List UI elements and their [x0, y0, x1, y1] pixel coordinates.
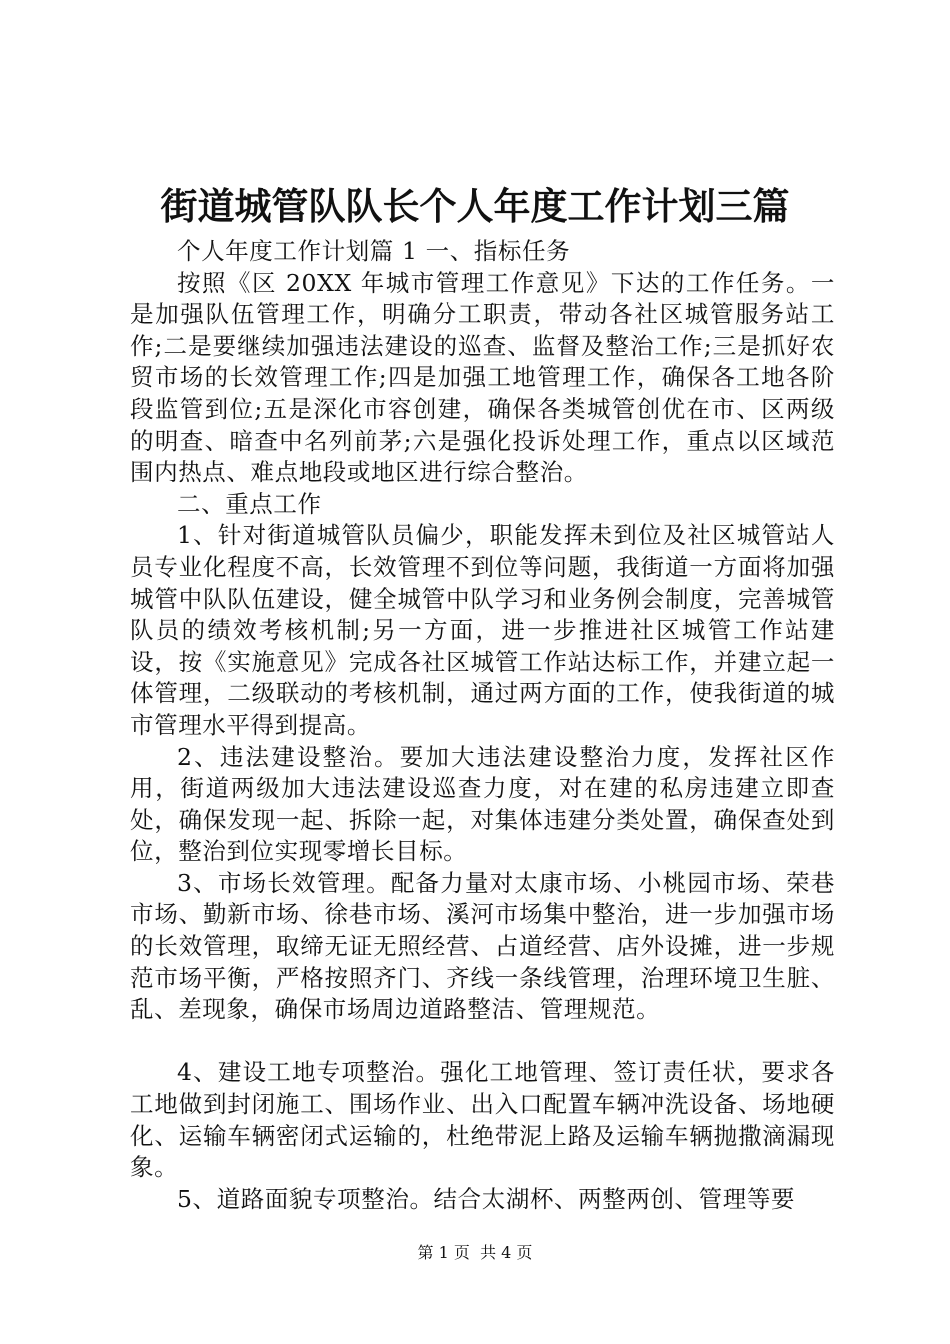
paragraph-intro: 个人年度工作计划篇 1 一、指标任务	[177, 237, 571, 265]
page-number-footer: 第 1 页 共 4 页	[417, 1243, 533, 1262]
paragraph-item-3: 3、市场长效管理。配备力量对太康市场、小桃园市场、荣巷市场、勤新市场、徐巷市场、溪河市场集中整治，进一步加强市场的长效管理，取缔无证无照经营、占道经营、店外设摊，进一步规范市场平衡，严格按照齐门、齐线一条线管理，治理环境卫生脏、乱、差现象，确保市场周边道路整洁、管理规范。	[130, 868, 835, 1024]
paragraph-item-4: 4、建设工地专项整治。强化工地管理、签订责任状，要求各工地做到封闭施工、围场作业、出入口配置车辆冲洗设备、场地硬化、运输车辆密闭式运输的，杜绝带泥上路及运输车辆抛撒滴漏现象。	[130, 1058, 835, 1182]
paragraph-targets: 按照《区 20XX 年城市管理工作意见》下达的工作任务。一是加强队伍管理工作，明确分工职责，带动各社区城管服务站工作;二是要继续加强违法建设的巡查、监督及整治工作;三是抓好农贸市场的长效管理工作;四是加强工地管理工作，确保各工地各阶段监管到位;五是深化市容创建，确保各类城管创优在市、区两级的明查、暗查中名列前茅;六是强化投诉处理工作，重点以区域范围内热点、难点地段或地区进行综合整治。	[130, 268, 835, 487]
paragraph-item-2: 2、违法建设整治。要加大违法建设整治力度，发挥社区作用，街道两级加大违法建设巡查力度，对在建的私房违建立即查处，确保发现一起、拆除一起，对集体违建分类处置，确保查处到位，整治到位实现零增长目标。	[130, 742, 835, 866]
paragraph-item-1: 1、针对街道城管队员偏少，职能发挥未到位及社区城管站人员专业化程度不高，长效管理不到位等问题，我街道一方面将加强城管中队队伍建设，健全城管中队学习和业务例会制度，完善城管队员的绩效考核机制;另一方面，进一步推进社区城管工作站建设，按《实施意见》完成各社区城管工作站达标工作，并建立起一体管理，二级联动的考核机制，通过两方面的工作，使我街道的城市管理水平得到提高。	[130, 521, 835, 739]
document-body	[130, 236, 835, 1215]
paragraph-item-5: 5、道路面貌专项整治。结合太湖杯、两整两创、管理等要	[177, 1184, 796, 1213]
document-title: 街道城管队队长个人年度工作计划三篇	[160, 184, 790, 228]
paragraph-section-heading: 二、重点工作	[177, 489, 322, 518]
